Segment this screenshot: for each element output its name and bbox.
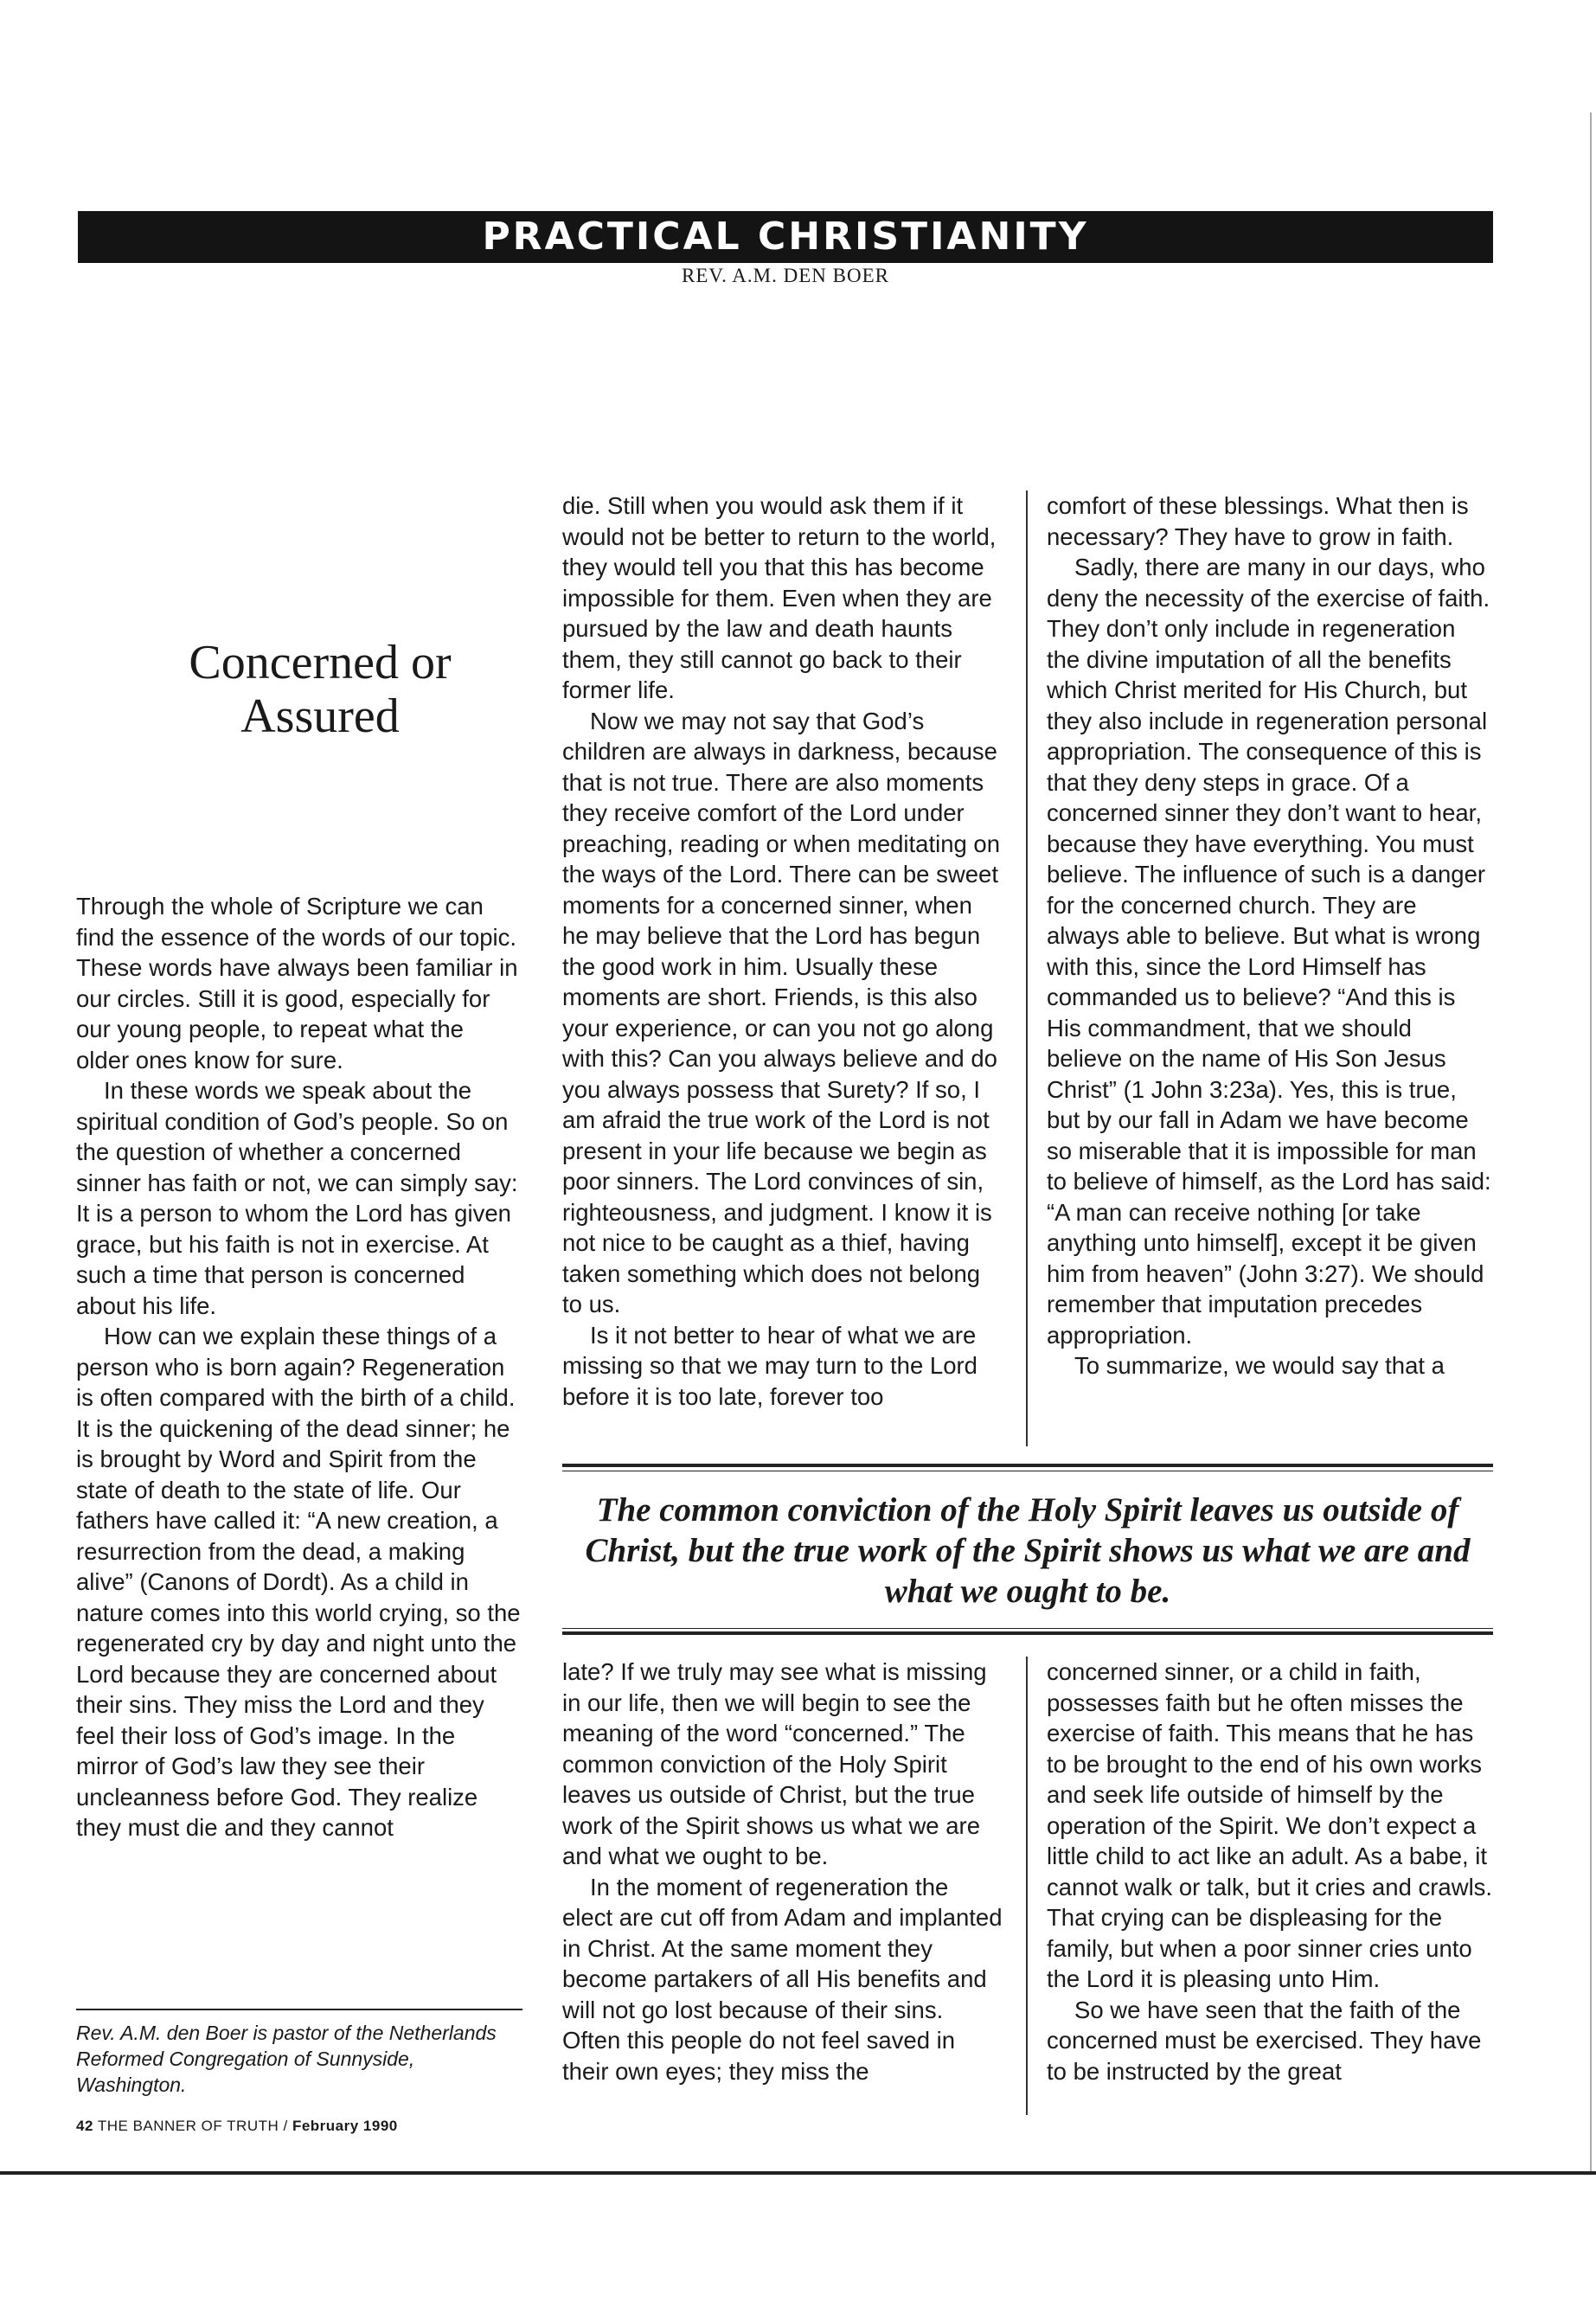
page-edge	[1590, 112, 1592, 2171]
page-bottom-edge	[0, 2171, 1596, 2175]
publication-name: THE BANNER OF TRUTH /	[97, 2118, 288, 2134]
column-2-lower	[562, 1657, 1003, 2086]
pull-quote-rule-bottom-thin	[562, 1628, 1493, 1629]
author-footnote: Rev. A.M. den Boer is pastor of the Netherlands Reformed Congregation of Sunnyside, Washington.	[76, 2022, 497, 2096]
column-divider	[1026, 490, 1028, 1446]
paragraph: die. Still when you would ask them if it would not be better to return to the world, they would tell you that this has become impossible for them. Even when they are pursued by the law and death haunts them, they still cannot go back to their former life.	[562, 492, 997, 703]
pull-quote-rule-top	[562, 1464, 1493, 1467]
section-banner: PRACTICAL CHRISTIANITY	[78, 211, 1493, 263]
column-3	[1047, 490, 1493, 1381]
paragraph: comfort of these blessings. What then is necessary? They have to grow in faith.	[1047, 492, 1469, 550]
author-byline: REV. A.M. DEN BOER	[682, 265, 889, 286]
pull-quote: The common conviction of the Holy Spirit leaves us outside of Christ, but the true work of the Spirit shows us what we are and what we ought to be.	[585, 1491, 1471, 1610]
paragraph: To summarize, we would say that a	[1074, 1352, 1445, 1379]
paragraph: late? If we truly may see what is missing in our life, then we will begin to see the meaning of the word “concerned.” The common conviction of the Holy Spirit leaves us outside of Christ, but the true work of the Spirit shows us what we are and what we ought to be.	[562, 1658, 987, 1869]
paragraph: Is it not better to hear of what we are missing so that we may turn to the Lord before it is too late, forever too	[562, 1321, 977, 1410]
paragraph: Sadly, there are many in our days, who deny the necessity of the exercise of faith. They don’t only include in regeneration the divine imputation of all the benefits which Christ merited for His Church, but they also include in regeneration personal appropriation. The consequence of this is that they deny steps in grace. Of a concerned sinner they don’t want to hear, because they have everything. You must believe. The influence of such is a danger for the concerned church. They are always able to believe. But what is wrong with this, since the Lord Himself has commanded us to believe? “And this is His commandment, that we should believe on the name of His Son Jesus Christ” (1 John 3:23a). Yes, this is true, but by our fall in Adam we have become so miserable that it is impossible for man to believe of himself, as the Lord has said: “A man can receive nothing [or take anything unto himself], except it be given him from heaven” (John 3:27). We should remember that imputation precedes appropriation.	[1047, 554, 1491, 1349]
scan-margin	[0, 0, 1596, 112]
paragraph: So we have seen that the faith of the concerned must be exercised. They have to be instructed by the great	[1047, 1996, 1482, 2085]
column-1	[76, 891, 522, 1843]
column-divider	[1026, 1657, 1028, 2115]
column-2	[562, 490, 1003, 1412]
paragraph: In the moment of regeneration the elect are cut off from Adam and implanted in Christ. At the same moment they become partakers of all His benefits and will not go lost because of their sins. Often this people do not feel saved in their own eyes; they miss the	[562, 1873, 1003, 2085]
page-number: 42	[76, 2118, 93, 2134]
column-3-lower	[1047, 1657, 1493, 2086]
paragraph: Now we may not say that God’s children are always in darkness, because that is not true. There are also moments they receive comfort of the Lord under preaching, reading or when meditating on the ways of the Lord. There can be sweet moments for a concerned sinner, when he may believe that the Lord has begun the good work in him. Usually these moments are short. Friends, is this also your experience, or can you not go along with this? Can you always believe and do you always possess that Surety? If so, I am afraid the true work of the Lord is not present in your life because we begin as poor sinners. The Lord convinces of sin, righteousness, and judgment. I know it is not nice to be caught as a thief, having taken something which does not belong to us.	[562, 707, 1001, 1317]
issue-date: February 1990	[292, 2118, 398, 2134]
paragraph: concerned sinner, or a child in faith, possesses faith but he often misses the exercise of faith. This means that he has to be brought to the end of his own works and seek life outside of himself by the operation of the Spirit. We don’t expect a little child to act like an adult. As a babe, it cannot walk or talk, but it cries and crawls. That crying can be displeasing for the family, but when a poor sinner cries unto the Lord it is pleasing unto Him.	[1047, 1658, 1493, 1992]
paragraph: In these words we speak about the spiritual condition of God’s people. So on the question of whether a concerned sinner has faith or not, we can simply say: It is a person to whom the Lord has given grace, but his faith is not in exercise. At such a time that person is concerned about his life.	[76, 1077, 518, 1319]
footnote-rule	[76, 2009, 522, 2010]
pull-quote-rule-bottom	[562, 1631, 1493, 1635]
title-line: Assured	[240, 689, 400, 743]
page-folio	[76, 2118, 595, 2135]
title-line: Concerned or	[189, 636, 452, 689]
article-title	[78, 636, 562, 743]
paragraph: Through the whole of Scripture we can find the essence of the words of our topic. These words have always been familiar in our circles. Still it is good, especially for our young people, to repeat what the older ones know for sure.	[76, 893, 518, 1074]
paragraph: How can we explain these things of a person who is born again? Regeneration is often compared with the birth of a child. It is the quickening of the dead sinner; he is brought by Word and Spirit from the state of death to the state of life. Our fathers have called it: “A new creation, a resurrection from the dead, a making alive” (Canons of Dordt). As a child in nature comes into this world crying, so the regenerated cry by day and night unto the Lord because they are concerned about their sins. They miss the Lord and they feel their loss of God’s image. In the mirror of God’s law they see their uncleanness before God. They realize they must die and they cannot	[76, 1323, 521, 1841]
